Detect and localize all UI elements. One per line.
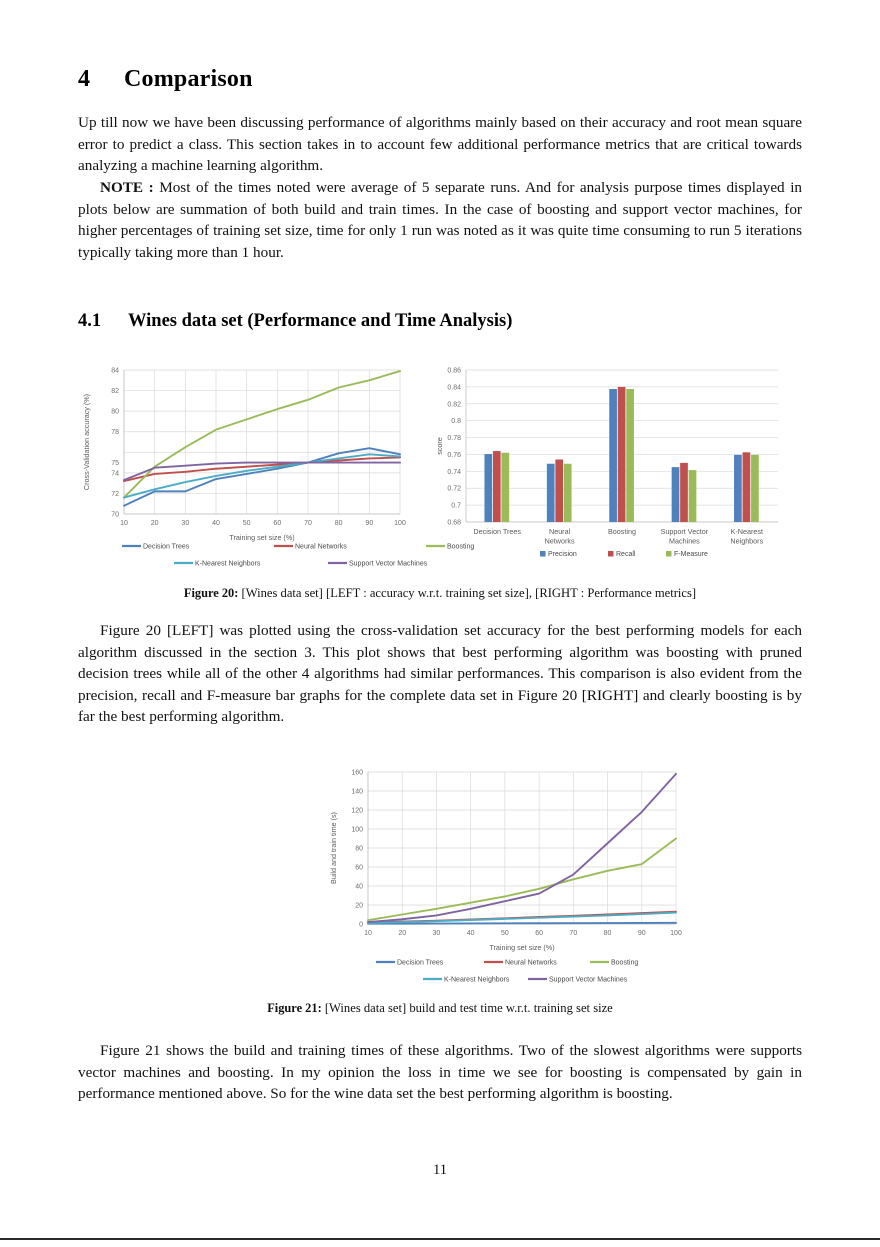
y-tick-label: 20 bbox=[355, 902, 363, 910]
x-tick-label: 100 bbox=[670, 930, 682, 937]
y-tick-label: 0.82 bbox=[447, 401, 461, 409]
y-tick-label: 82 bbox=[111, 388, 119, 396]
bar bbox=[743, 452, 751, 522]
y-tick-label: 0.72 bbox=[447, 485, 461, 493]
bar bbox=[555, 460, 563, 522]
x-tick-label: 60 bbox=[535, 930, 544, 937]
figure-21-caption-label: Figure 21: bbox=[267, 1001, 322, 1015]
legend-label: Decision Trees bbox=[397, 959, 444, 967]
x-tick-label: 20 bbox=[398, 930, 407, 937]
subsection-number: 4.1 bbox=[78, 311, 102, 331]
x-tick-label: 40 bbox=[212, 520, 220, 527]
note-text: Most of the times noted were average of 5 separate runs. And for analysis purpose times displayed in plots below are summation of both build and train times. In the case of boosting and support vector machines, for higher percentages of training set size, time for only 1 run was noted as it was quite time consuming to run 5 iterations typically taking more than 1 hour. bbox=[78, 179, 803, 261]
bar bbox=[609, 389, 617, 522]
legend-label: Precision bbox=[548, 550, 577, 558]
legend-label: F-Measure bbox=[674, 550, 708, 558]
y-tick-label: 0.8 bbox=[451, 418, 461, 426]
figure-20 bbox=[78, 362, 802, 585]
paragraph-figure20-discussion bbox=[78, 620, 802, 728]
legend-label: Neural Networks bbox=[505, 959, 557, 967]
bar bbox=[734, 455, 742, 522]
figure-21-chart bbox=[78, 762, 802, 994]
y-tick-label: 84 bbox=[111, 367, 119, 375]
paragraph-intro: Up till now we have been discussing performance of algorithms mainly based on their accuracy and root mean square error to predict a class. This section takes in to account few additional performance metrics that are critical towards analyzing a machine learning algorithm. bbox=[78, 114, 802, 175]
y-tick-label: 0.7 bbox=[451, 502, 461, 510]
y-tick-label: 0.84 bbox=[447, 384, 461, 392]
y-tick-label: 0.74 bbox=[447, 468, 461, 476]
paragraph-figure21-text: Figure 21 shows the build and training times of these algorithms. Two of the slowest algorithms were supports vector machines and boosting. In my opinion the loss in time we see for boosting is compensated by gain in performance mentioned above. So for the wine data set the best performing algorithm is boosting. bbox=[78, 1042, 802, 1103]
bar bbox=[484, 454, 492, 522]
y-tick-label: 0.78 bbox=[447, 435, 461, 443]
figure-21-caption-text: [Wines data set] build and test time w.r.t. training set size bbox=[324, 1001, 613, 1015]
paragraph-note bbox=[78, 177, 802, 263]
x-axis-label: Training set size (%) bbox=[489, 943, 555, 952]
y-tick-label: 80 bbox=[111, 408, 119, 416]
category-label: Networks bbox=[544, 536, 575, 546]
y-tick-label: 40 bbox=[355, 883, 363, 891]
figure-21 bbox=[78, 762, 802, 999]
y-tick-label: 78 bbox=[111, 429, 119, 437]
x-tick-label: 70 bbox=[569, 930, 578, 937]
legend-swatch bbox=[666, 551, 672, 557]
bar bbox=[493, 451, 501, 522]
x-tick-label: 20 bbox=[150, 520, 159, 527]
category-label: Neural bbox=[549, 527, 571, 536]
y-tick-label: 0.76 bbox=[447, 451, 461, 459]
y-tick-label: 100 bbox=[351, 826, 363, 834]
bar bbox=[672, 467, 680, 522]
y-tick-label: 60 bbox=[355, 864, 363, 872]
category-label: K-Nearest bbox=[730, 527, 763, 536]
section-heading bbox=[78, 66, 253, 93]
y-tick-label: 72 bbox=[111, 490, 119, 498]
paragraph-figure21-discussion bbox=[78, 1040, 802, 1105]
x-tick-label: 30 bbox=[432, 930, 441, 937]
y-tick-label: 0.68 bbox=[447, 519, 461, 527]
bar bbox=[751, 455, 759, 522]
x-tick-label: 70 bbox=[304, 520, 312, 527]
y-tick-label: 75 bbox=[111, 460, 119, 468]
x-tick-label: 40 bbox=[466, 930, 475, 937]
category-label: Support Vector bbox=[660, 527, 709, 536]
legend-swatch bbox=[608, 551, 614, 557]
figure-20-caption-label: Figure 20: bbox=[183, 586, 239, 600]
legend-label: Neural Networks bbox=[295, 543, 347, 551]
y-tick-label: 70 bbox=[111, 511, 119, 519]
legend-label: Support Vector Machines bbox=[549, 976, 628, 984]
y-tick-label: 140 bbox=[351, 788, 363, 796]
subsection-heading bbox=[78, 311, 512, 332]
legend-swatch bbox=[540, 551, 546, 557]
category-label: Machines bbox=[669, 536, 700, 546]
x-tick-label: 90 bbox=[365, 520, 374, 527]
subsection-title: Wines data set (Performance and Time Analysis) bbox=[128, 311, 513, 331]
legend-label: K-Nearest Neighbors bbox=[444, 976, 510, 984]
y-axis-label: Build and train time (s) bbox=[329, 812, 338, 884]
x-tick-label: 60 bbox=[273, 520, 282, 527]
bar bbox=[618, 387, 626, 522]
bar bbox=[547, 464, 555, 522]
legend-label: K-Nearest Neighbors bbox=[195, 560, 261, 568]
x-tick-label: 50 bbox=[242, 520, 251, 527]
figure-21-caption bbox=[78, 1001, 802, 1016]
page-number: 11 bbox=[432, 1162, 448, 1178]
y-tick-label: 0 bbox=[359, 921, 363, 929]
figure-20-caption-text: [Wines data set] [LEFT : accuracy w.r.t. training set size], [RIGHT : Performance metrics] bbox=[241, 586, 697, 600]
x-tick-label: 80 bbox=[334, 520, 343, 527]
page-bottom-rule bbox=[0, 1238, 880, 1240]
legend-label: Boosting bbox=[447, 543, 475, 551]
legend-label: Decision Trees bbox=[143, 543, 190, 551]
category-label: Boosting bbox=[608, 527, 636, 536]
y-tick-label: 120 bbox=[351, 807, 363, 815]
y-axis-label: Cross-Validation accuracy (%) bbox=[82, 393, 91, 491]
y-tick-label: 74 bbox=[111, 470, 119, 478]
x-tick-label: 10 bbox=[364, 930, 372, 937]
x-tick-label: 10 bbox=[120, 520, 128, 527]
category-label: Neighbors bbox=[730, 536, 764, 546]
paragraph-figure20-text: Figure 20 [LEFT] was plotted using the cross-validation set accuracy for the best performing models for each algorithm discussed in the section 3. This plot shows that best performing algorithm was boosting with pruned decision trees while all of the other 4 algorithms had similar performances. This comparison is also evident from the precision, recall and F-measure bar graphs for the complete data set in Figure 20 [RIGHT] and clearly boosting is by far the best performing algorithm. bbox=[78, 622, 802, 726]
section-number: 4 bbox=[78, 66, 91, 92]
bar bbox=[564, 464, 572, 522]
figure-20-caption bbox=[78, 586, 802, 601]
legend-label: Support Vector Machines bbox=[349, 560, 428, 568]
y-axis-label: score bbox=[435, 437, 444, 455]
legend-label: Boosting bbox=[611, 959, 639, 967]
x-tick-label: 50 bbox=[500, 930, 509, 937]
bar bbox=[689, 470, 697, 522]
line-series bbox=[368, 923, 676, 924]
figure-20-charts bbox=[78, 362, 802, 580]
bar bbox=[501, 453, 509, 522]
x-axis-label: Training set size (%) bbox=[229, 533, 295, 542]
category-label: Decision Trees bbox=[473, 527, 521, 536]
x-tick-label: 30 bbox=[181, 520, 190, 527]
note-label: NOTE : bbox=[100, 179, 154, 196]
y-tick-label: 160 bbox=[351, 769, 363, 777]
bar bbox=[626, 389, 634, 522]
x-tick-label: 100 bbox=[394, 520, 406, 527]
section-title: Comparison bbox=[124, 66, 253, 92]
y-tick-label: 0.86 bbox=[447, 367, 461, 375]
y-tick-label: 80 bbox=[355, 845, 363, 853]
bar bbox=[680, 463, 688, 522]
x-tick-label: 80 bbox=[603, 930, 612, 937]
legend-label: Recall bbox=[616, 550, 636, 558]
x-tick-label: 90 bbox=[637, 930, 646, 937]
